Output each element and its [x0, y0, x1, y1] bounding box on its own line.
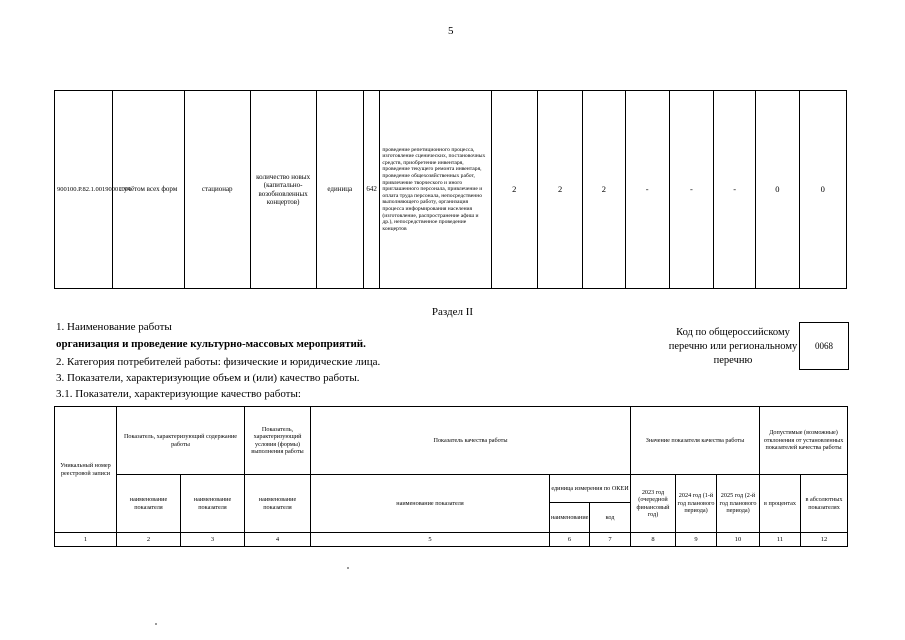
column-number: 6 — [550, 533, 590, 547]
value-2025-cell: 2 — [583, 91, 625, 289]
name-header: наименование показателя — [311, 475, 550, 533]
deviations-header: Допустимые (возможные) отклонения от установленных показателей качества работы — [760, 407, 848, 475]
page-number: 5 — [448, 25, 454, 37]
registry-header: Уникальный номер реестровой записи — [55, 407, 117, 533]
column-number: 5 — [311, 533, 550, 547]
indicators-line: 3. Показатели, характеризующие объем и (или) качество работы. — [56, 372, 360, 384]
scan-speck — [347, 567, 349, 569]
column-number: 4 — [245, 533, 311, 547]
quantity-indicators-table — [54, 90, 847, 289]
absolute-header: в абсолютных показателях — [801, 475, 848, 533]
column-number: 11 — [760, 533, 801, 547]
year-2023-header: 2023 год (очередной финансовый год) — [631, 475, 676, 533]
unit-code-cell: 642 — [363, 91, 379, 289]
name-header: наименование показателя — [245, 475, 311, 533]
description-cell: проведение репетиционного процесса, изготовление сценических, постановочных средств, приобретение инвентаря, проведение текущего ремонта инвентаря, проведение общехозяйственных работ, привлечение творческого и иного приглашенного персонала, привлечение и оплата труда персонала, непосредственно выполняющего работу, организация процесса информирования населения (изготовление, распространение афиш и др.), непосредственное проведение концертов — [380, 91, 491, 289]
name-header: наименование показателя — [181, 475, 245, 533]
column-number: 10 — [717, 533, 760, 547]
column-number: 12 — [801, 533, 848, 547]
values-header: Значение показателя качества работы — [631, 407, 760, 475]
table-row — [55, 91, 847, 289]
work-name: организация и проведение культурно-массовых мероприятий. — [56, 338, 366, 350]
indicator-cell: количество новых (капитально-возобновленных концертов) — [250, 91, 316, 289]
conditions-header: Показатель, характеризующий условия (формы) выполнения работы — [245, 407, 311, 475]
column-number: 1 — [55, 533, 117, 547]
quality-indicators-table — [54, 406, 848, 547]
column-number: 8 — [631, 533, 676, 547]
quality-header: Показатель качества работы — [311, 407, 631, 475]
column-number: 3 — [181, 533, 245, 547]
value-2024-cell: 2 — [537, 91, 582, 289]
unit-code-header: код — [590, 503, 631, 533]
header-row — [55, 475, 848, 503]
code-box: 0068 — [799, 322, 849, 370]
section-title: Раздел II — [431, 306, 474, 318]
scan-speck — [155, 623, 157, 625]
unit-name-header: наименование — [550, 503, 590, 533]
consumer-category-line: 2. Категория потребителей работы: физические и юридические лица. — [56, 356, 381, 368]
name-header: наименование показателя — [117, 475, 181, 533]
deviation-percent-cell: 0 — [756, 91, 799, 289]
unit-header: единица измерения по ОКЕИ — [550, 475, 631, 503]
dash-cell: - — [714, 91, 756, 289]
header-row — [55, 407, 848, 475]
year-2025-header: 2025 год (2-й год планового периода) — [717, 475, 760, 533]
column-number: 2 — [117, 533, 181, 547]
column-number: 7 — [590, 533, 631, 547]
deviation-absolute-cell: 0 — [799, 91, 846, 289]
percent-header: в процентах — [760, 475, 801, 533]
form-cell: стационар — [184, 91, 250, 289]
quality-indicators-line: 3.1. Показатели, характеризующие качество работы: — [56, 388, 301, 400]
content-header: Показатель, характеризующий содержание работы — [117, 407, 245, 475]
unit-cell: единица — [316, 91, 363, 289]
code-label: Код по общероссийскому перечню или региональному перечню — [668, 327, 798, 367]
year-2024-header: 2024 год (1-й год планового периода) — [676, 475, 717, 533]
consumer-category-cell: с учётом всех форм — [112, 91, 184, 289]
registry-number-cell: 900100.Р.82.1.00190001001 — [55, 91, 113, 289]
dash-cell: - — [669, 91, 713, 289]
column-numbers-row — [55, 533, 848, 547]
work-name-label: 1. Наименование работы — [56, 321, 172, 333]
dash-cell: - — [625, 91, 669, 289]
column-number: 9 — [676, 533, 717, 547]
value-2023-cell: 2 — [491, 91, 537, 289]
